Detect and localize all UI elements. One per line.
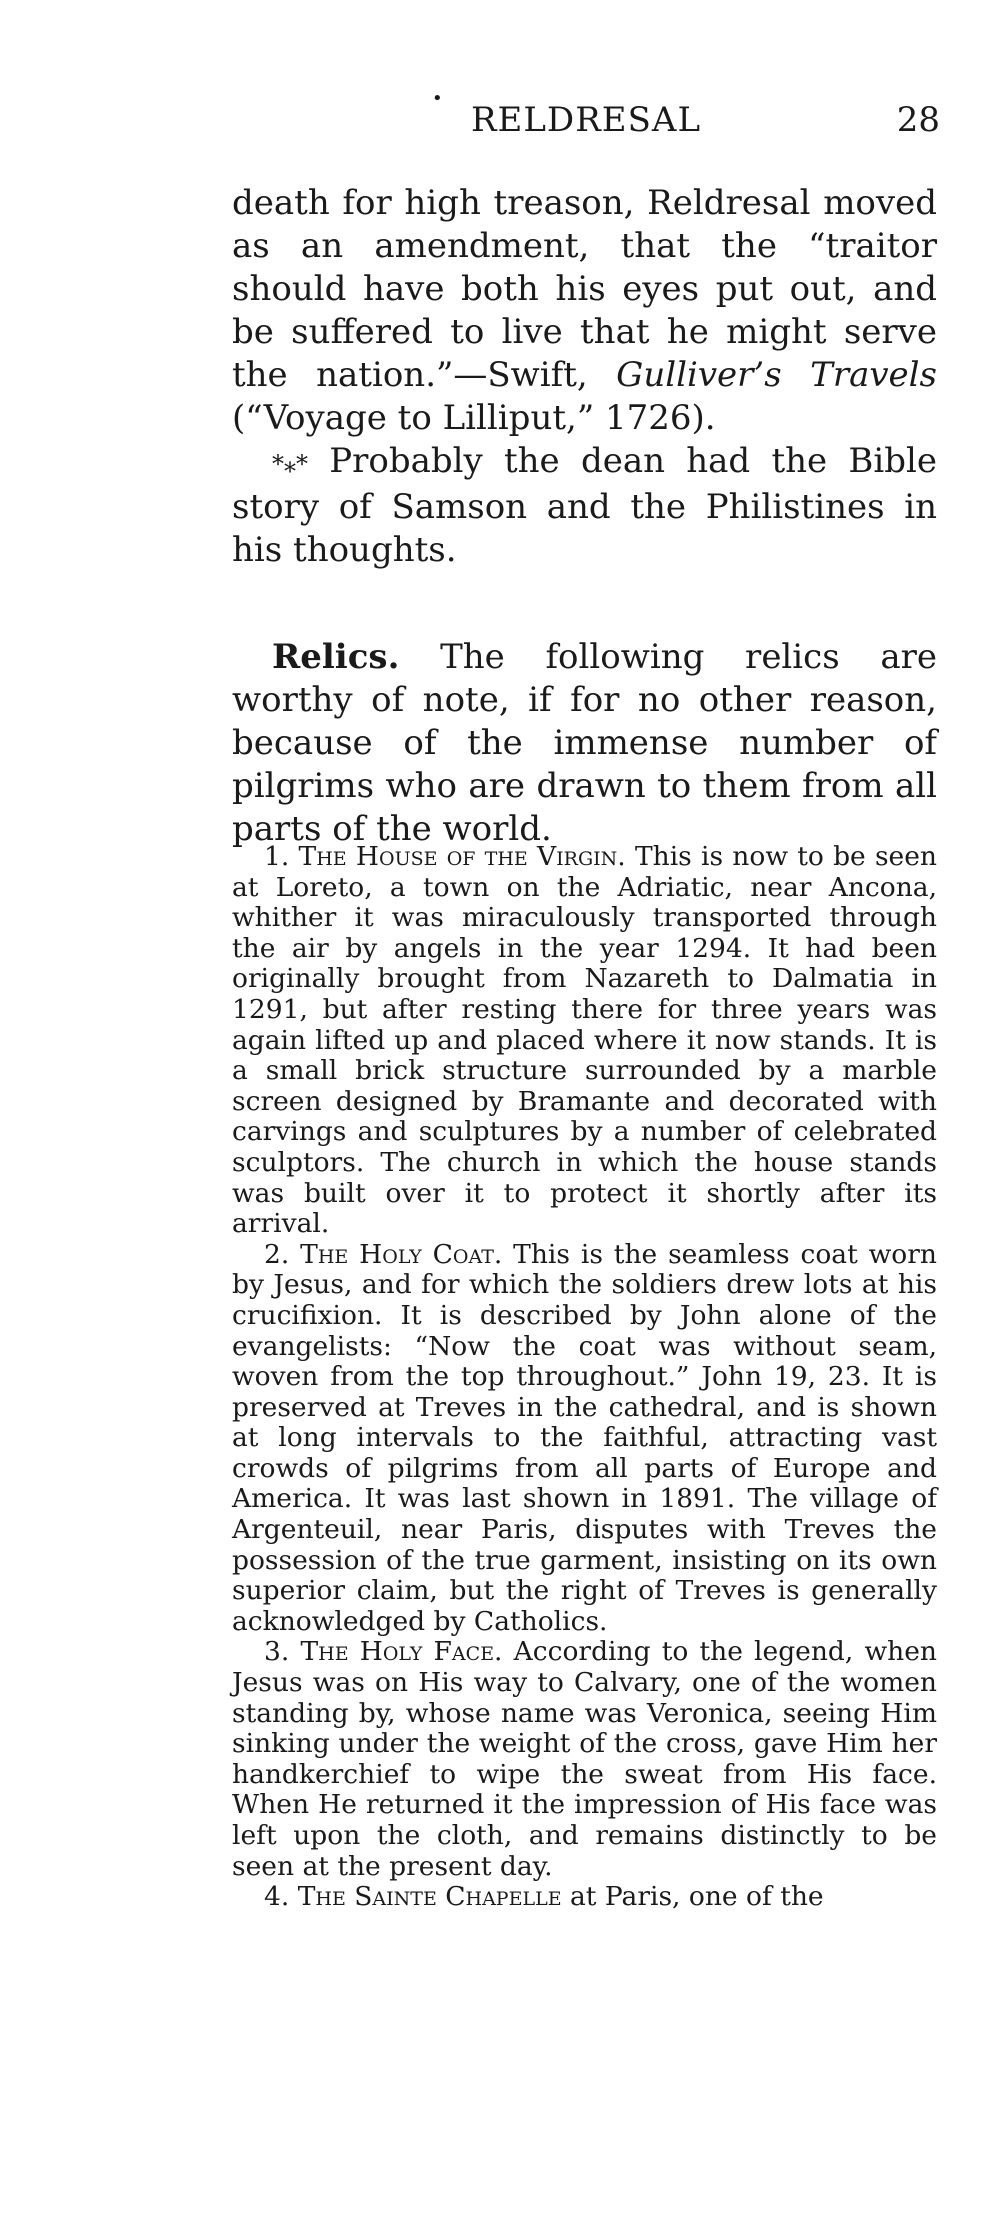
item-title: The Sainte Chapelle — [297, 1881, 562, 1913]
item-title: The Holy Face. — [300, 1636, 503, 1668]
item-text: This is the seamless coat worn by Jesus, and for which the soldiers drew lots at his crucifixion. It is described by John alone of the evangelists: “Now the coat was without seam, woven from the top throughout.” John 19, 23. It is preserved at Treves in the cathedral, and is shown at long intervals to the faithful, attracting vast crowds of pilgrims from all parts of Europe and America. It was last shown in 1891. The village of Argenteuil, near Paris, disputes with Treves the possession of the true garment, insisting on its own superior claim, but the right of Treves is generally acknowledged by Catholics. — [232, 1238, 937, 1637]
continuation-text-end: (“Voyage to Lilliput,” 1726). — [232, 398, 716, 438]
note-text: Probably the dean had the Bible story of Samson and the Philistines in his thoughts. — [232, 441, 937, 570]
running-head — [232, 88, 940, 150]
entry-intro-text: The following relics are worthy of note, if for no other reason, because of the immense number of pilgrims who are drawn to them from all parts of the world. — [232, 637, 937, 849]
item-number: 1. — [264, 841, 290, 872]
editor-note — [232, 440, 937, 572]
list-item — [232, 1882, 937, 1913]
item-text: at Paris, one of the — [561, 1881, 824, 1913]
item-title: The House of the Virgin. — [298, 841, 626, 872]
running-title: RELDRESAL — [470, 100, 702, 140]
asterism: *⁎* — [272, 450, 308, 478]
entry-intro — [232, 636, 937, 851]
item-number: 2. — [264, 1238, 290, 1270]
list-item — [232, 1637, 937, 1882]
printer-dot: • — [432, 88, 443, 109]
item-number: 4. — [264, 1881, 290, 1913]
item-text: According to the legend, when Jesus was on His way to Calvary, one of the women standing by, whose name was Veronica, seeing Him sinking under the weight of the cross, gave Him her handkerchief to wipe the sweat from His face. When He returned it the impression of His face was left upon the cloth, and remains distinctly to be seen at the present day. — [232, 1636, 937, 1882]
list-item — [232, 1240, 937, 1638]
page-number: 28 — [896, 100, 940, 140]
relics-list — [232, 842, 937, 1913]
list-item — [232, 842, 937, 1240]
continuation-paragraph — [232, 182, 937, 440]
item-text: This is now to be seen at Loreto, a town on the Adriatic, near Ancona, whither it was miraculously transported through the air by angels in the year 1294. It had been originally brought from Nazareth to Dalmatia in 1291, but after resting there for three years was again lifted up and placed where it now stands. It is a small brick structure surrounded by a marble screen designed by Bramante and decorated with carvings and sculptures by a number of celebrated sculptors. The church in which the house stands was built over it to protect it shortly after its arrival. — [232, 841, 937, 1240]
item-title: The Holy Coat. — [300, 1238, 503, 1270]
continuation-block — [232, 182, 937, 572]
book-title: Gulliver’s Travels — [616, 355, 937, 395]
item-number: 3. — [264, 1636, 290, 1668]
entry-relics — [232, 636, 937, 851]
entry-term: Relics. — [272, 637, 400, 677]
continuation-text: death for high treason, Reldresal moved as an amendment, that the “traitor should have both his eyes put out, and be suffered to live that he might serve the nation.”—Swift, — [232, 183, 937, 395]
